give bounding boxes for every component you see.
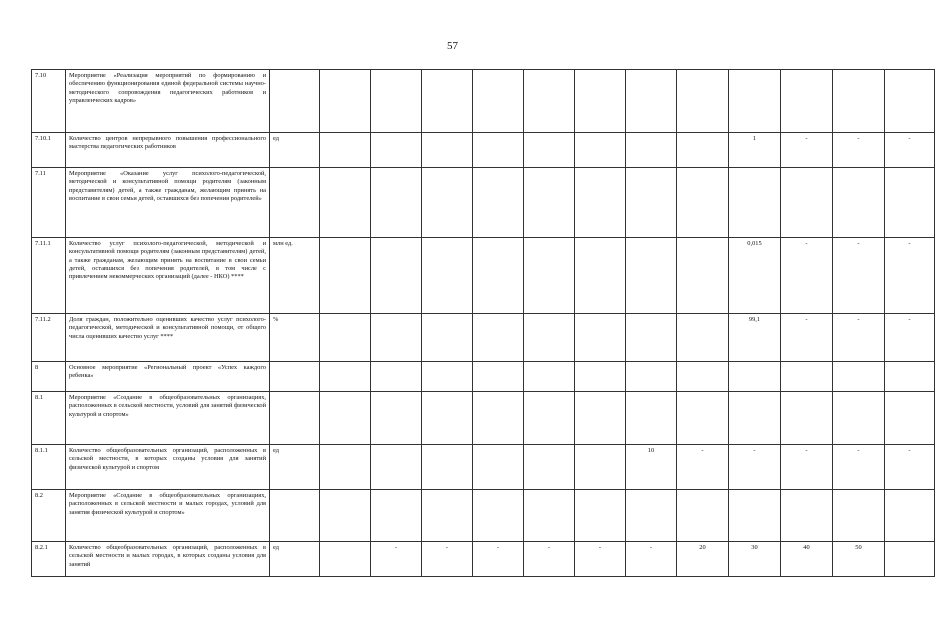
value-cell: [422, 168, 473, 238]
value-cell: [626, 314, 677, 362]
unit-cell: [270, 168, 320, 238]
row-number-cell: 8.2: [32, 490, 66, 542]
value-cell: [885, 542, 935, 577]
value-cell: -: [833, 133, 885, 168]
row-number-cell: 8.2.1: [32, 542, 66, 577]
value-cell: -: [729, 445, 781, 490]
value-cell: [575, 238, 626, 314]
value-cell: [524, 314, 575, 362]
value-cell: [422, 392, 473, 445]
table-row: [32, 445, 935, 490]
value-cell: [371, 392, 422, 445]
value-cell: [422, 445, 473, 490]
value-cell: [524, 133, 575, 168]
value-cell: [833, 490, 885, 542]
value-cell: [575, 133, 626, 168]
value-cell: -: [781, 133, 833, 168]
value-cell: [626, 238, 677, 314]
description-cell: Количество общеобразовательных организаций, расположенных в сельской местности, в которых созданы условия для занятий физической культурой и спортом: [66, 445, 270, 490]
value-cell: 30: [729, 542, 781, 577]
row-number-cell: 7.11.1: [32, 238, 66, 314]
row-number-cell: 7.11.2: [32, 314, 66, 362]
value-cell: 99,1: [729, 314, 781, 362]
unit-cell: %: [270, 314, 320, 362]
value-cell: [371, 70, 422, 133]
description-cell: Доля граждан, положительно оценивших качество услуг психолого-педагогической, методической и консультативной помощи, от общего числа оценивших качество услуг ****: [66, 314, 270, 362]
value-cell: [473, 168, 524, 238]
value-cell: -: [885, 238, 935, 314]
value-cell: [575, 362, 626, 392]
value-cell: [677, 168, 729, 238]
value-cell: [371, 133, 422, 168]
value-cell: [422, 362, 473, 392]
value-cell: [473, 445, 524, 490]
value-cell: [422, 314, 473, 362]
unit-cell: ед: [270, 542, 320, 577]
value-cell: 0,015: [729, 238, 781, 314]
value-cell: [320, 362, 371, 392]
unit-cell: [270, 392, 320, 445]
value-cell: [524, 168, 575, 238]
table-row: [32, 70, 935, 133]
value-cell: [833, 362, 885, 392]
value-cell: [320, 542, 371, 577]
value-cell: [677, 362, 729, 392]
value-cell: [885, 70, 935, 133]
value-cell: [422, 70, 473, 133]
value-cell: -: [524, 542, 575, 577]
value-cell: -: [781, 314, 833, 362]
value-cell: [781, 168, 833, 238]
value-cell: [833, 392, 885, 445]
value-cell: [473, 314, 524, 362]
table-row: [32, 392, 935, 445]
value-cell: [575, 392, 626, 445]
row-number-cell: 7.10.1: [32, 133, 66, 168]
value-cell: -: [885, 445, 935, 490]
value-cell: -: [833, 314, 885, 362]
value-cell: [781, 362, 833, 392]
unit-cell: ед: [270, 445, 320, 490]
value-cell: [371, 490, 422, 542]
value-cell: [371, 362, 422, 392]
value-cell: [524, 392, 575, 445]
value-cell: [885, 362, 935, 392]
value-cell: [575, 490, 626, 542]
row-number-cell: 7.11: [32, 168, 66, 238]
value-cell: [422, 133, 473, 168]
value-cell: -: [677, 445, 729, 490]
page-number: 57: [447, 40, 458, 52]
value-cell: [885, 168, 935, 238]
value-cell: [677, 238, 729, 314]
value-cell: [320, 238, 371, 314]
value-cell: -: [833, 238, 885, 314]
value-cell: [524, 445, 575, 490]
table-row: [32, 238, 935, 314]
value-cell: [575, 445, 626, 490]
value-cell: [371, 314, 422, 362]
value-cell: [833, 70, 885, 133]
value-cell: [473, 238, 524, 314]
value-cell: 20: [677, 542, 729, 577]
row-number-cell: 8.1.1: [32, 445, 66, 490]
table-row: [32, 542, 935, 577]
value-cell: [320, 133, 371, 168]
value-cell: 50: [833, 542, 885, 577]
value-cell: [677, 314, 729, 362]
value-cell: [833, 168, 885, 238]
value-cell: [320, 70, 371, 133]
row-number-cell: 7.10: [32, 70, 66, 133]
value-cell: [320, 445, 371, 490]
value-cell: -: [371, 542, 422, 577]
table-row: [32, 362, 935, 392]
value-cell: [473, 392, 524, 445]
value-cell: [781, 490, 833, 542]
unit-cell: млн ед.: [270, 238, 320, 314]
description-cell: Мероприятие «Оказание услуг психолого-педагогической, методической и консультативной помощи родителям (законным представителям) детей, а также гражданам, желающим принять на воспитание в свои семьи детей, оставшихся без попечения родителей»: [66, 168, 270, 238]
value-cell: -: [885, 314, 935, 362]
value-cell: [575, 314, 626, 362]
description-cell: Количество центров непрерывного повышения профессионального мастерства педагогических работников: [66, 133, 270, 168]
value-cell: [729, 392, 781, 445]
value-cell: [626, 362, 677, 392]
indicators-table: [31, 69, 935, 577]
unit-cell: [270, 362, 320, 392]
description-cell: Мероприятие «Создание в общеобразовательных организациях, расположенных в сельской местности, условий для занятий физической культурой и спортом»: [66, 392, 270, 445]
value-cell: -: [781, 445, 833, 490]
table-row: [32, 490, 935, 542]
unit-cell: ед: [270, 133, 320, 168]
value-cell: 10: [626, 445, 677, 490]
value-cell: [729, 168, 781, 238]
value-cell: [524, 238, 575, 314]
row-number-cell: 8.1: [32, 392, 66, 445]
value-cell: [473, 133, 524, 168]
value-cell: [677, 490, 729, 542]
value-cell: [626, 70, 677, 133]
value-cell: [371, 445, 422, 490]
table-row: [32, 314, 935, 362]
value-cell: [885, 392, 935, 445]
description-cell: Количество услуг психолого-педагогической, методической и консультативной помощи родителям (законным представителям) детей, а также гражданам, желающим принять на воспитание в свои семьи детей, оставшихся без попечения родителей, в том числе с привлечением некоммерческих организаций (далее - НКО) ****: [66, 238, 270, 314]
description-cell: Основное мероприятие «Региональный проект «Успех каждого ребенка»: [66, 362, 270, 392]
description-cell: Мероприятие «Создание в общеобразовательных организациях, расположенных в сельской местности и малых городах, условий для занятия физической культурой и спортом»: [66, 490, 270, 542]
description-cell: Мероприятие «Реализация мероприятий по формированию и обеспечению функционирования единой федеральной системы научно-методического сопровождения педагогических работников и управленческих кадров»: [66, 70, 270, 133]
value-cell: [422, 238, 473, 314]
unit-cell: [270, 70, 320, 133]
row-number-cell: 8: [32, 362, 66, 392]
value-cell: [626, 392, 677, 445]
table-row: [32, 133, 935, 168]
value-cell: [320, 314, 371, 362]
value-cell: [524, 490, 575, 542]
value-cell: [626, 168, 677, 238]
unit-cell: [270, 490, 320, 542]
value-cell: 40: [781, 542, 833, 577]
value-cell: [524, 362, 575, 392]
value-cell: [677, 133, 729, 168]
value-cell: [729, 362, 781, 392]
table-body: [32, 70, 935, 577]
value-cell: [729, 70, 781, 133]
value-cell: [473, 362, 524, 392]
value-cell: [626, 490, 677, 542]
value-cell: [422, 490, 473, 542]
value-cell: -: [781, 238, 833, 314]
value-cell: [473, 490, 524, 542]
value-cell: [885, 490, 935, 542]
value-cell: -: [575, 542, 626, 577]
value-cell: -: [885, 133, 935, 168]
value-cell: [575, 70, 626, 133]
value-cell: [371, 238, 422, 314]
value-cell: [677, 392, 729, 445]
value-cell: [473, 70, 524, 133]
value-cell: 1: [729, 133, 781, 168]
table-row: [32, 168, 935, 238]
value-cell: -: [626, 542, 677, 577]
value-cell: [320, 168, 371, 238]
value-cell: -: [473, 542, 524, 577]
value-cell: [524, 70, 575, 133]
value-cell: [371, 168, 422, 238]
value-cell: [626, 133, 677, 168]
value-cell: [320, 392, 371, 445]
value-cell: [575, 168, 626, 238]
value-cell: [677, 70, 729, 133]
value-cell: -: [833, 445, 885, 490]
value-cell: [320, 490, 371, 542]
value-cell: [781, 392, 833, 445]
value-cell: [781, 70, 833, 133]
value-cell: [729, 490, 781, 542]
value-cell: -: [422, 542, 473, 577]
description-cell: Количество общеобразовательных организаций, расположенных в сельской местности и малых городах, в которых созданы условия для занятий: [66, 542, 270, 577]
